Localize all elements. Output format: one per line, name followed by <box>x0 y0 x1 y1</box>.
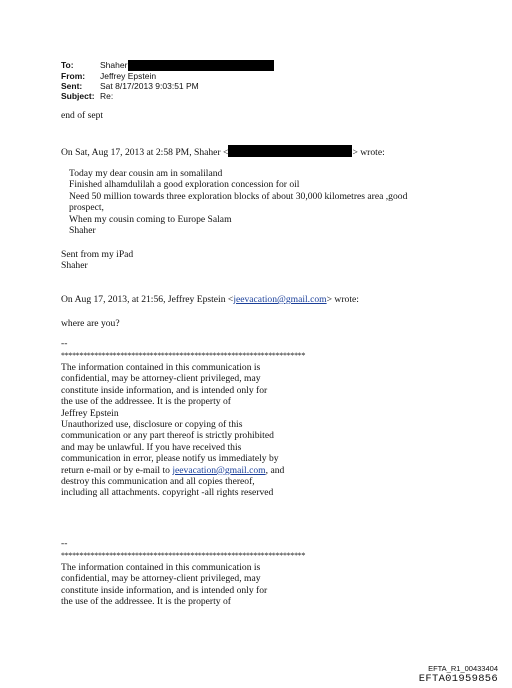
quote2-email-link[interactable]: jeevacation@gmail.com <box>233 294 327 305</box>
disclaimer-email-link[interactable]: jeevacation@gmail.com <box>172 464 266 476</box>
disclaimer-line: confidential, may be attorney-client privileged, may <box>61 373 261 385</box>
disclaimer-line: and may be unlawful. If you have received this <box>61 441 242 453</box>
sent-value: Sat 8/17/2013 9:03:51 PM <box>100 81 199 91</box>
disclaimer-line: including all attachments. copyright -all rights reserved <box>61 487 274 499</box>
sent-label: Sent: <box>61 81 83 91</box>
quote1-line: Need 50 million towards three exploration blocks of about 30,000 kilometres area ,good <box>69 190 408 202</box>
disclaimer-line: communication or any part thereof is strictly prohibited <box>61 430 274 442</box>
disclaimer-line: constitute inside information, and is intended only for <box>61 384 268 396</box>
email-header <box>61 60 274 101</box>
subject-value: Re: <box>100 91 114 101</box>
signature-line: Shaher <box>61 260 88 272</box>
reply-text: end of sept <box>61 110 104 121</box>
stars-separator: ****************************************************************** <box>61 351 306 360</box>
disclaimer-line: constitute inside information, and is intended only for <box>61 584 268 596</box>
disclaimer-line: Jeffrey Epstein <box>61 407 119 419</box>
bates-number-small: EFTA_R1_00433404 <box>428 664 498 673</box>
disclaimer-line: communication in error, please notify us immediately by <box>61 453 279 465</box>
quote2-suffix: > wrote: <box>326 294 359 305</box>
sent-row <box>61 81 274 91</box>
disclaimer-line: the use of the addressee. It is the property of <box>61 396 231 408</box>
quote1-prefix: On Sat, Aug 17, 2013 at 2:58 PM, Shaher < <box>61 147 229 158</box>
quote2-attribution <box>61 294 359 305</box>
dash-separator: -- <box>61 538 68 549</box>
stars-separator: ****************************************************************** <box>61 551 306 560</box>
quote2-prefix: On Aug 17, 2013, at 21:56, Jeffrey Epstein < <box>61 294 234 305</box>
quote1-line: When my cousin coming to Europe Salam <box>69 213 232 225</box>
disclaimer-1 <box>61 362 284 499</box>
quote1-line: Shaher <box>69 225 96 237</box>
subject-label: Subject: <box>61 91 95 101</box>
disclaimer-line <box>61 465 284 476</box>
quote1-line: Today my dear cousin am in somaliland <box>69 168 223 179</box>
quote1-attribution <box>61 145 385 158</box>
disclaimer-line: The information contained in this communication is <box>61 362 261 373</box>
disclaimer-line: The information contained in this communication is <box>61 562 261 573</box>
disclaimer-line: Unauthorized use, disclosure or copying of this <box>61 419 243 431</box>
from-label: From: <box>61 71 86 81</box>
ipad-signature <box>61 249 133 272</box>
from-row <box>61 71 274 81</box>
quote1-body <box>69 168 407 236</box>
disclaimer-line: destroy this communication and all copies thereof, <box>61 476 255 488</box>
email-suffix: , and <box>265 464 285 476</box>
email-prefix: return e-mail or by e-mail to <box>61 464 173 476</box>
quote1-line: Finished alhamdulilah a good exploration concession for oil <box>69 179 300 191</box>
to-value: Shaher <box>100 60 128 70</box>
question-text: where are you? <box>61 318 120 329</box>
disclaimer-line: confidential, may be attorney-client privileged, may <box>61 573 261 585</box>
signature-line: Sent from my iPad <box>61 249 134 260</box>
quote1-suffix: > wrote: <box>352 147 385 158</box>
disclaimer-line: the use of the addressee. It is the property of <box>61 596 231 608</box>
redaction-box <box>228 145 352 157</box>
from-value: Jeffrey Epstein <box>100 71 157 81</box>
quote1-line: prospect, <box>69 202 104 214</box>
disclaimer-2 <box>61 562 267 608</box>
bates-number-large: EFTA01959856 <box>418 673 498 685</box>
dash-separator: -- <box>61 338 68 349</box>
to-label: To: <box>61 60 74 70</box>
subject-row <box>61 91 274 101</box>
to-row <box>61 60 274 71</box>
redaction-box <box>128 60 274 71</box>
